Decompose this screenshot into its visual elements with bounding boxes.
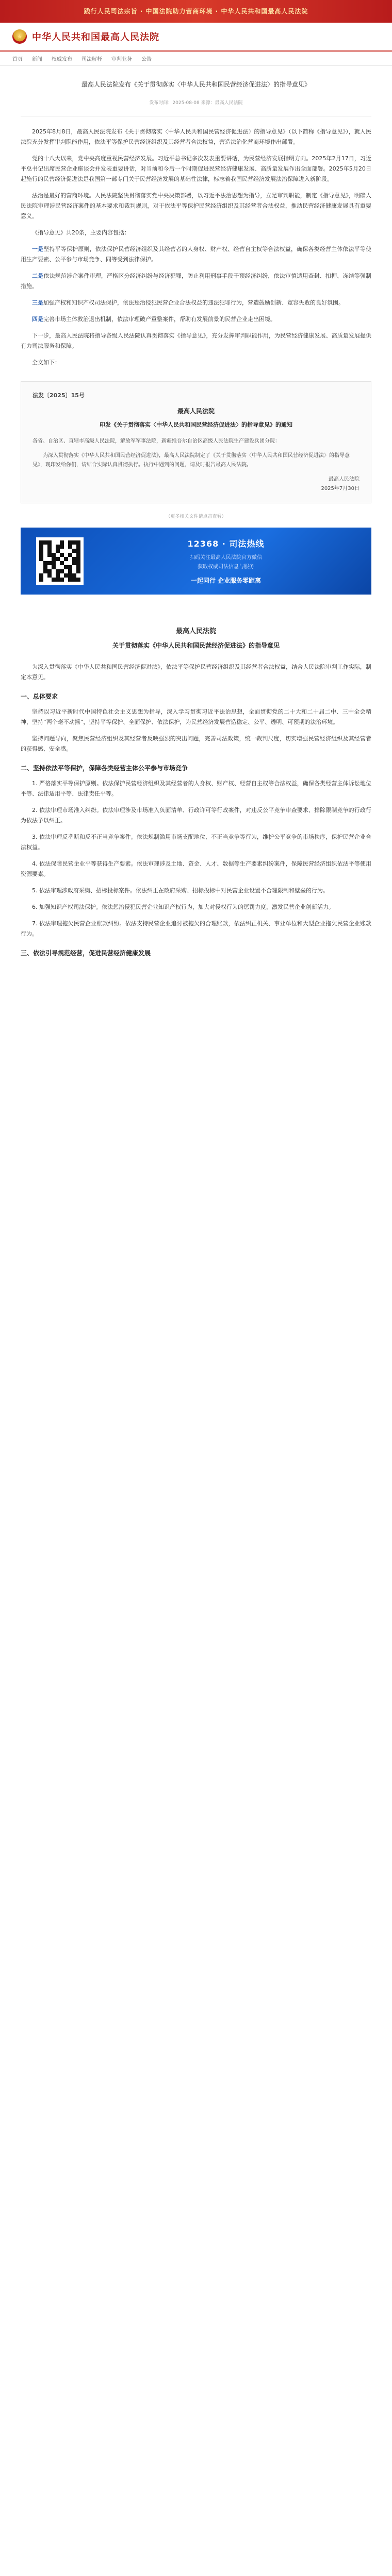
qr-cell [39, 549, 43, 553]
highlight-text: 坚持平等保护原则，依法保护民营经济组织及其经营者的人身权、财产权、经营自主权等合法权益，确保各类经营主体依法平等使用生产要素、公平参与市场竞争、同等受到法律保护。 [21, 246, 371, 263]
qr-cell [56, 573, 60, 578]
paragraph: 5. 依法审理涉政府采购、招标投标案件。依法纠正在政府采购、招标投标中对民营企业设置不合理限制和壁垒的行为。 [32, 887, 329, 894]
qr-cell [56, 540, 60, 545]
document-body [0, 662, 392, 957]
qr-cell [47, 569, 52, 573]
nav-item[interactable]: 公告 [141, 57, 152, 62]
hotline-line: 扫码关注最高人民法院官方微信 [190, 555, 262, 561]
qr-cell [60, 540, 64, 545]
qr-cell [64, 569, 68, 573]
qr-cell [64, 540, 68, 545]
nav-item[interactable]: 司法解释 [81, 57, 102, 62]
hotline-line: 获取权威司法信息与服务 [198, 564, 254, 570]
qr-cell [47, 545, 52, 549]
paragraph: 下一步，最高人民法院将指导各级人民法院认真贯彻落实《指导意见》，充分发挥审判职能作用，为民营经济健康发展、高质量发展提供有力司法服务和保障。 [21, 332, 371, 349]
qr-cell [43, 578, 47, 582]
qr-cell [52, 569, 56, 573]
attachment-link[interactable]: （更多相关文件请点击查看） [166, 514, 226, 519]
qr-cell [47, 557, 52, 561]
qr-cell [52, 561, 56, 565]
breadcrumb [0, 52, 392, 66]
paragraph: 党的十八大以来，党中央高度重视民营经济发展。习近平总书记多次发表重要讲话，为民营经济发展指明方向。2025年2月17日，习近平总书记出席民营企业座谈会并发表重要讲话，对当前和今后一个时期促进民营经济健康发展、高质量发展作出全面部署。2025年5月20日起施行的民营经济促进法是我国第一部专门关于民营经济发展的基础性法律，标志着我国民营经济发展法治保障进入新阶段。 [21, 155, 371, 182]
document-title: 关于贯彻落实《中华人民共和国民营经济促进法》的指导意见 [112, 642, 280, 649]
qr-cell [60, 578, 64, 582]
highlight-text: 加强产权和知识产权司法保护，依法惩治侵犯民营企业合法权益的违法犯罪行为，营造鼓励创新、宽容失败的良好氛围。 [43, 299, 344, 306]
qr-cell [60, 549, 64, 553]
qr-cell [64, 573, 68, 578]
qr-cell [43, 557, 47, 561]
qr-cell [56, 569, 60, 573]
qr-cell [60, 553, 64, 557]
qr-cell [76, 569, 80, 573]
qr-cell [43, 549, 47, 553]
document-issuer: 最高人民法院 [175, 628, 216, 635]
qr-cell [56, 565, 60, 569]
qr-cell [47, 553, 52, 557]
highlight-label: 一是 [32, 246, 44, 252]
qr-cell [68, 545, 72, 549]
qr-cell [76, 540, 80, 545]
highlight-text: 完善市场主体救治退出机制，依法审理破产重整案件，帮助有发展前景的民营企业走出困境。 [43, 316, 276, 323]
qr-cell [72, 561, 76, 565]
qr-cell [39, 557, 43, 561]
hotline-banner[interactable] [21, 528, 371, 595]
section-heading: 二、坚持依法平等保护，保障各类经营主体公平参与市场竞争 [21, 765, 188, 772]
qr-cell [52, 549, 56, 553]
qr-cell [43, 553, 47, 557]
qr-cell [56, 557, 60, 561]
qr-cell [47, 540, 52, 545]
qr-cell [39, 565, 43, 569]
qr-cell [60, 569, 64, 573]
section-heading: 一、总体要求 [21, 693, 58, 700]
paragraph: 坚持以习近平新时代中国特色社会主义思想为指导，深入学习贯彻习近平法治思想，全面贯彻党的二十大和二十届二中、三中全会精神，坚持“两个毫不动摇”，坚持平等保护、全面保护、依法保护，为民营经济发展营造稳定、公平、透明、可预期的法治环境。 [21, 708, 371, 725]
qr-cell [72, 565, 76, 569]
qr-cell [60, 557, 64, 561]
nav-item[interactable]: 权威发布 [52, 57, 72, 62]
qr-cell [39, 578, 43, 582]
qr-cell [68, 561, 72, 565]
paragraph: 6. 加强知识产权司法保护。依法惩治侵犯民营企业知识产权行为，加大对侵权行为的惩罚力度，激发民营企业创新活力。 [32, 904, 334, 910]
paragraph: 3. 依法审理反垄断和反不正当竞争案件。依法规制滥用市场支配地位、不正当竞争等行为，维护公平竞争的市场秩序，保护民营企业合法权益。 [21, 834, 371, 851]
qr-cell [56, 549, 60, 553]
section-heading: 三、依法引导规范经营，促进民营经济健康发展 [21, 950, 151, 957]
qr-cell [39, 573, 43, 578]
qr-cell [56, 553, 60, 557]
national-emblem-icon: ★ [12, 29, 27, 44]
highlight-paragraph [21, 314, 371, 325]
qr-cell [64, 565, 68, 569]
qr-cell [76, 545, 80, 549]
highlight-paragraph [21, 271, 371, 292]
qr-cell [76, 553, 80, 557]
highlight-label: 三是 [32, 299, 43, 306]
qr-cell [68, 578, 72, 582]
qr-cell [64, 545, 68, 549]
article-meta: 发布时间：2025-08-08 来源：最高人民法院 [149, 100, 243, 106]
qr-cell [76, 578, 80, 582]
qr-cell [52, 565, 56, 569]
qr-cell [43, 545, 47, 549]
qr-cell [52, 573, 56, 578]
highlight-paragraph [21, 298, 371, 308]
nav-item[interactable]: 首页 [12, 57, 23, 62]
hotline-number: 12368 · 司法热线 [187, 539, 265, 549]
qr-cell [64, 561, 68, 565]
notice-issuer: 最高人民法院 [177, 408, 215, 415]
paragraph: 1. 严格落实平等保护原则。依法保护民营经济组织及其经营者的人身权、财产权、经营自主权等合法权益，确保各类经营主体诉讼地位平等、法律适用平等、法律责任平等。 [21, 780, 371, 797]
qr-cell [60, 545, 64, 549]
qr-cell [72, 573, 76, 578]
nav-item[interactable]: 新闻 [32, 57, 42, 62]
notice-recipients: 各省、自治区、直辖市高级人民法院，解放军军事法院，新疆维吾尔自治区高级人民法院生产建设兵团分院： [32, 438, 280, 444]
qr-cell [52, 553, 56, 557]
qr-cell [56, 545, 60, 549]
qr-cell [64, 578, 68, 582]
article-header [0, 66, 392, 95]
paragraph: 4. 依法保障民营企业平等获得生产要素。依法审理涉及土地、资金、人才、数据等生产要素纠纷案件，保障民营经济组织依法平等使用资源要素。 [21, 860, 371, 877]
qr-cell [47, 549, 52, 553]
paragraph: 《指导意见》共20条，主要内容包括： [32, 229, 130, 236]
paragraph: 2. 依法审理市场准入纠纷。依法审理涉及市场准入负面清单、行政许可等行政案件，对违反公平竞争审查要求、排除限制竞争的行政行为依法予以纠正。 [21, 807, 371, 824]
qr-cell [52, 545, 56, 549]
qr-cell [68, 565, 72, 569]
qr-cell [47, 565, 52, 569]
qr-cell [72, 557, 76, 561]
qr-cell [68, 569, 72, 573]
qr-cell [39, 540, 43, 545]
qr-cell [68, 549, 72, 553]
qr-cell [43, 565, 47, 569]
nav-item[interactable]: 审判业务 [111, 57, 132, 62]
banner-text: 践行人民司法宗旨 · 中国法院助力营商环境 · 中华人民共和国最高人民法院 [84, 8, 308, 15]
hotline-tagline: 一起同行 企业服务零距离 [190, 577, 262, 584]
hotline-text [96, 537, 356, 585]
qr-cell [52, 557, 56, 561]
qr-cell [52, 540, 56, 545]
highlight-label: 四是 [32, 316, 43, 323]
qr-cell [76, 565, 80, 569]
qr-cell [76, 573, 80, 578]
qr-cell [76, 561, 80, 565]
qr-cell [39, 561, 43, 565]
highlight-label: 二是 [32, 273, 44, 279]
qr-cell [72, 540, 76, 545]
qr-cell [47, 561, 52, 565]
qr-cell [43, 540, 47, 545]
qr-cell [64, 553, 68, 557]
qr-cell [72, 578, 76, 582]
qr-cell [56, 578, 60, 582]
qr-cell [72, 545, 76, 549]
qr-cell [39, 553, 43, 557]
qr-cell [72, 569, 76, 573]
paragraph: 7. 依法审理拖欠民营企业账款纠纷。依法支持民营企业追讨被拖欠的合理账款，依法纠正机关、事业单位和大型企业拖欠民营企业账款行为。 [21, 920, 371, 937]
document-number: 法发〔2025〕15号 [32, 392, 85, 399]
article-title: 最高人民法院发布《关于贯彻落实〈中华人民共和国民营经济促进法〉的指导意见》 [81, 81, 311, 88]
notice-box [21, 381, 371, 503]
qr-cell [68, 540, 72, 545]
qr-code-icon [36, 537, 84, 585]
article-body [0, 127, 392, 368]
qr-cell [64, 557, 68, 561]
site-name[interactable]: 中华人民共和国最高人民法院 [32, 32, 159, 43]
qr-cell [60, 573, 64, 578]
qr-cell [72, 549, 76, 553]
qr-cell [56, 561, 60, 565]
highlight-paragraph [21, 244, 371, 265]
qr-cell [39, 569, 43, 573]
qr-cell [43, 569, 47, 573]
qr-cell [43, 561, 47, 565]
qr-cell [76, 557, 80, 561]
qr-cell [60, 561, 64, 565]
top-banner [0, 0, 392, 23]
paragraph: 全文如下： [32, 359, 60, 366]
site-header [0, 23, 392, 52]
qr-cell [68, 557, 72, 561]
notice-body: 为深入贯彻落实《中华人民共和国民营经济促进法》，最高人民法院制定了《关于贯彻落实〈中华人民共和国民营经济促进法〉的指导意见》，现印发给你们，请结合实际认真贯彻执行。执行中遇到的问题，请及时报告最高人民法院。 [32, 453, 350, 468]
qr-cell [68, 573, 72, 578]
paragraph: 坚持问题导向，聚焦民营经济组织及其经营者反映强烈的突出问题，完善司法政策，统一裁判尺度，切实增强民营经济组织及其经营者的获得感、安全感。 [21, 735, 371, 752]
qr-cell [47, 578, 52, 582]
paragraph: 2025年8月8日，最高人民法院发布《关于贯彻落实〈中华人民共和国民营经济促进法〉的指导意见》（以下简称《指导意见》），就人民法院充分发挥审判职能作用，依法平等保护民营经济组织及其经营者合法权益，营造法治化营商环境作出部署。 [21, 128, 371, 145]
qr-cell [47, 573, 52, 578]
qr-cell [68, 553, 72, 557]
notice-signer: 最高人民法院 [329, 477, 360, 482]
qr-cell [76, 549, 80, 553]
qr-cell [60, 565, 64, 569]
highlight-text: 依法规范涉企案件审理，严格区分经济纠纷与经济犯罪，防止利用刑事手段干预经济纠纷，依法审慎适用查封、扣押、冻结等强制措施。 [21, 273, 371, 290]
paragraph: 法治是最好的营商环境。人民法院坚决贯彻落实党中央决策部署，以习近平法治思想为指导，立足审判职能，制定《指导意见》，明确人民法院审理涉民营经济案件的基本要求和裁判规则，对于依法平等保护民营经济组织及其经营者合法权益，推动民营经济健康发展具有重要意义。 [21, 192, 371, 219]
qr-cell [52, 578, 56, 582]
notice-title: 印发《关于贯彻落实〈中华人民共和国民营经济促进法〉的指导意见》的通知 [100, 421, 292, 428]
paragraph: 为深入贯彻落实《中华人民共和国民营经济促进法》，依法平等保护民营经济组织及其经营者合法权益，结合人民法院审判工作实际，制定本意见。 [21, 664, 371, 681]
notice-date: 2025年7月30日 [321, 486, 360, 492]
qr-cell [64, 549, 68, 553]
qr-cell [72, 553, 76, 557]
qr-cell [39, 545, 43, 549]
qr-cell [43, 573, 47, 578]
